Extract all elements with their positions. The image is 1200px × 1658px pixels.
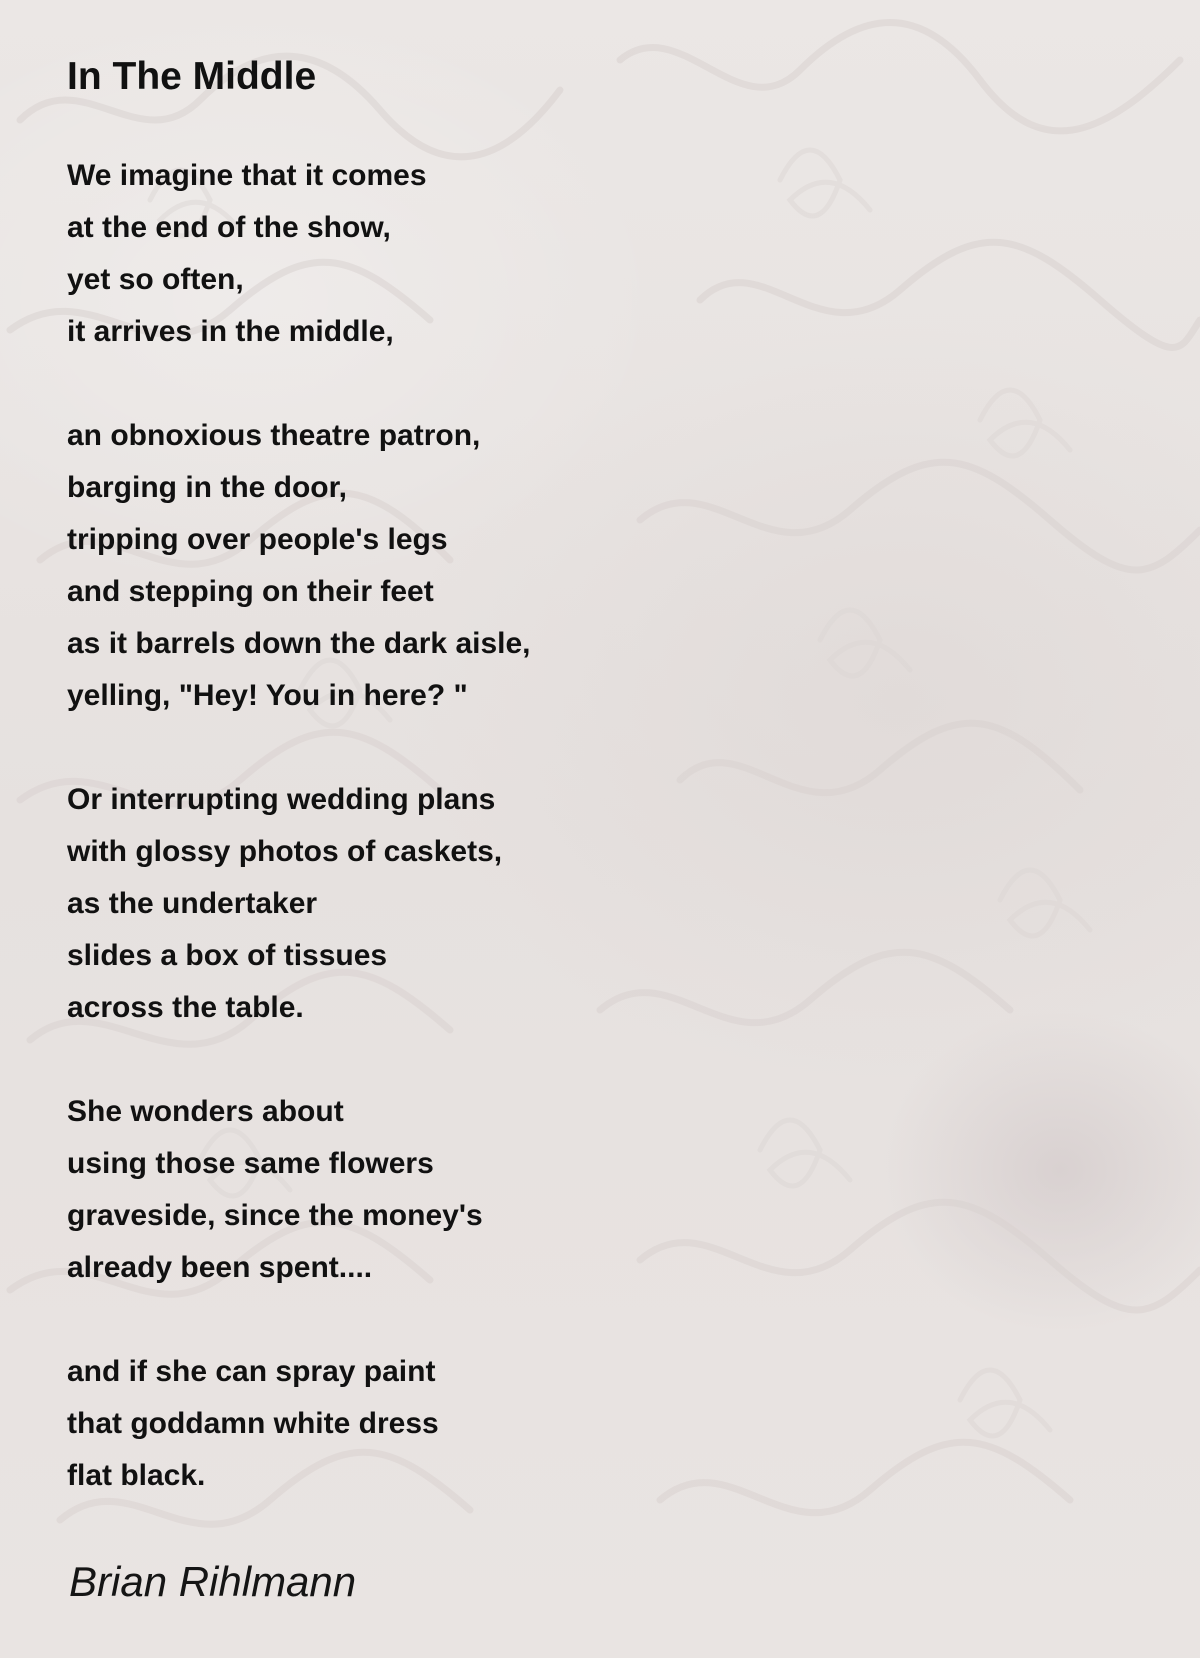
poem-line: already been spent.... [67,1251,373,1284]
poem-line: graveside, since the money's [67,1199,483,1232]
poem-line: flat black. [67,1459,206,1492]
stanza [67,774,531,1034]
stanza [67,150,531,358]
stanza [67,1086,531,1294]
poem-line: and if she can spray paint [67,1355,436,1388]
poem-line: an obnoxious theatre patron, [67,419,481,452]
poem-line: yelling, "Hey! You in here? " [67,679,468,712]
poem-line: using those same flowers [67,1147,434,1180]
poem-line: tripping over people's legs [67,523,448,556]
poem-body [67,150,531,1554]
stanza [67,410,531,722]
poem-author: Brian Rihlmann [69,1558,357,1605]
poem [67,52,1067,1492]
poem-line: at the end of the show, [67,211,391,244]
poem-line: as it barrels down the dark aisle, [67,627,531,660]
stanza [67,1346,531,1502]
poem-line: that goddamn white dress [67,1407,439,1440]
poem-line: We imagine that it comes [67,159,427,192]
poem-line: slides a box of tissues [67,939,388,972]
poem-line: She wonders about [67,1095,344,1128]
poem-line: and stepping on their feet [67,575,434,608]
poem-line: across the table. [67,991,304,1024]
poem-line: yet so often, [67,263,244,296]
poem-line: it arrives in the middle, [67,315,394,348]
poem-line: with glossy photos of caskets, [67,835,503,868]
poem-title: In The Middle [67,55,317,98]
poem-line: barging in the door, [67,471,347,504]
poem-line: Or interrupting wedding plans [67,783,496,816]
poem-line: as the undertaker [67,887,318,920]
